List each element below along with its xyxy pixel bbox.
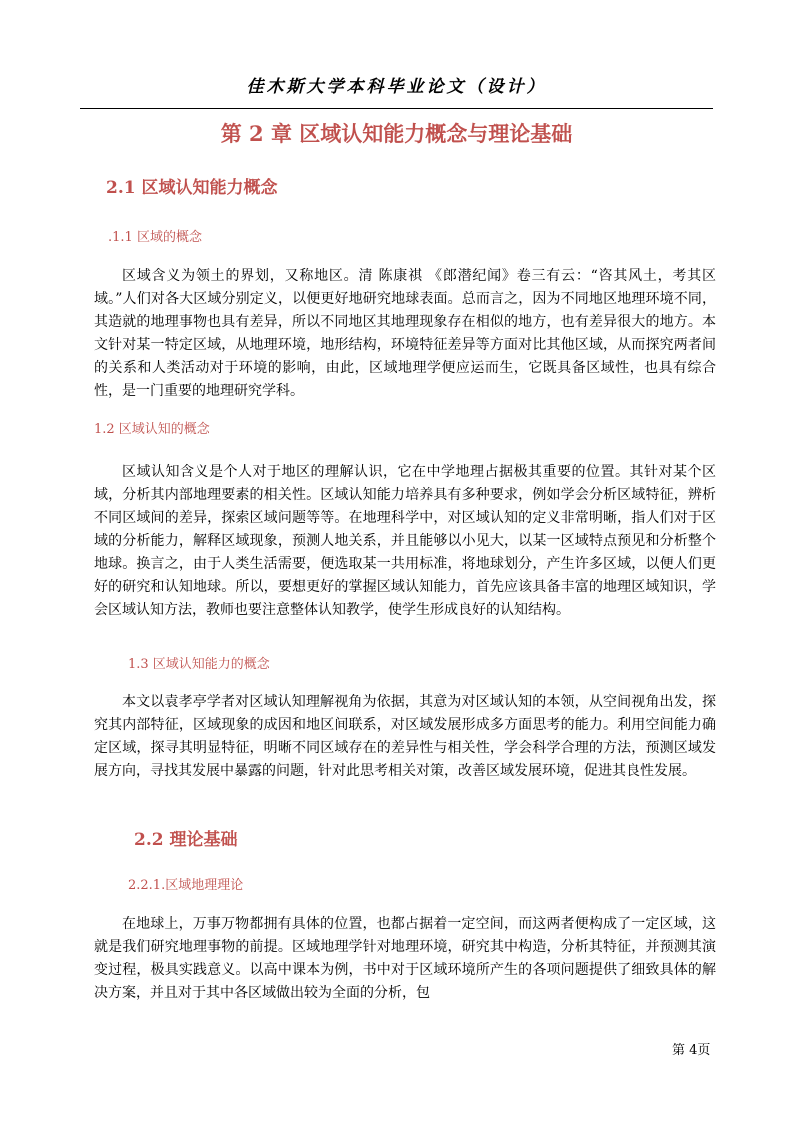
paragraph-region-cognition-ability: 本文以袁孝亭学者对区域认知理解视角为依据，其意为对区域认知的本领，从空间视角出发，探究其内部特征，区域现象的成因和地区间联系，对区域发展形成多方面思考的能力。利用空间能力确定区域，探寻其明显特征，明晰不同区域存在的差异性与相关性，学会科学合理的方法，预测区域发展方向，寻找其发展中暴露的问题，针对此思考相关对策，改善区域发展环境，促进其良性发展。 xyxy=(94,694,716,779)
subsection-heading-2-2-1: 2.2.1.区域地理理论 xyxy=(128,878,244,893)
paragraph-regional-geography-theory: 在地球上，万事万物都拥有具体的位置，也都占据着一定空间，而这两者便构成了一定区域，这就是我们研究地理事物的前提。区域地理学针对地理环境，研究其中构造，分析其特征，并预测其演变过程，极具实践意义。以高中课本为例，书中对于区域环境所产生的各项问题提供了细致具体的解决方案，并且对于其中各区域做出较为全面的分析，包 xyxy=(94,916,716,1001)
subsection-heading-1-3: 1.3 区域认知能力的概念 xyxy=(128,657,270,672)
paragraph-region-cognition: 区域认知含义是个人对于地区的理解认识，它在中学地理占据极其重要的位置。其针对某个区域，分析其内部地理要素的相关性。区域认知能力培养具有多种要求，例如学会分析区域特征，辨析不同区域间的差异，探索区域问题等等。在地理科学中，对区域认知的定义非常明晰，指人们对于区域的分析能力，解释区域现象，预测人地关系，并且能够以小见大，以某一区域特点预见和分析整个地球。换言之，由于人类生活需要，便选取某一共用标准，将地球划分，产生许多区域，以便人们更好的研究和认知地球。所以，要想更好的掌握区域认知能力，首先应该具备丰富的地理区域知识，学会区域认知方法，教师也要注意整体认知教学，使学生形成良好的认知结构。 xyxy=(94,464,716,618)
page-number: 第 4页 xyxy=(672,1043,711,1058)
section-heading-2-2: 2.2 理论基础 xyxy=(134,830,238,850)
paragraph-region-concept: 区域含义为领土的界划，又称地区。清 陈康祺 《郎潜纪闻》卷三有云：“咨其风土，考其区域。”人们对各大区域分别定义，以便更好地研究地球表面。总而言之，因为不同地区地理环境不同，其造就的地理事物也具有差异，所以不同地区其地理现象存在相似的地方，也有差异很大的地方。本文针对某一特定区域，从地理环境，地形结构，环境特征差异等方面对比其他区域，从而探究两者间的关系和人类活动对于环境的影响，由此，区域地理学便应运而生，它既具备区域性，也具有综合性，是一门重要的地理研究学科。 xyxy=(94,268,716,399)
page-header: 佳木斯大学本科毕业论文（设计） xyxy=(246,77,547,97)
header-rule xyxy=(80,108,713,109)
chapter-title: 第 2 章 区域认知能力概念与理论基础 xyxy=(220,121,573,146)
section-heading-2-1: 2.1 区域认知能力概念 xyxy=(106,178,278,198)
subsection-heading-1-1: .1.1 区域的概念 xyxy=(108,230,202,245)
subsection-heading-1-2: 1.2 区域认知的概念 xyxy=(94,422,210,437)
